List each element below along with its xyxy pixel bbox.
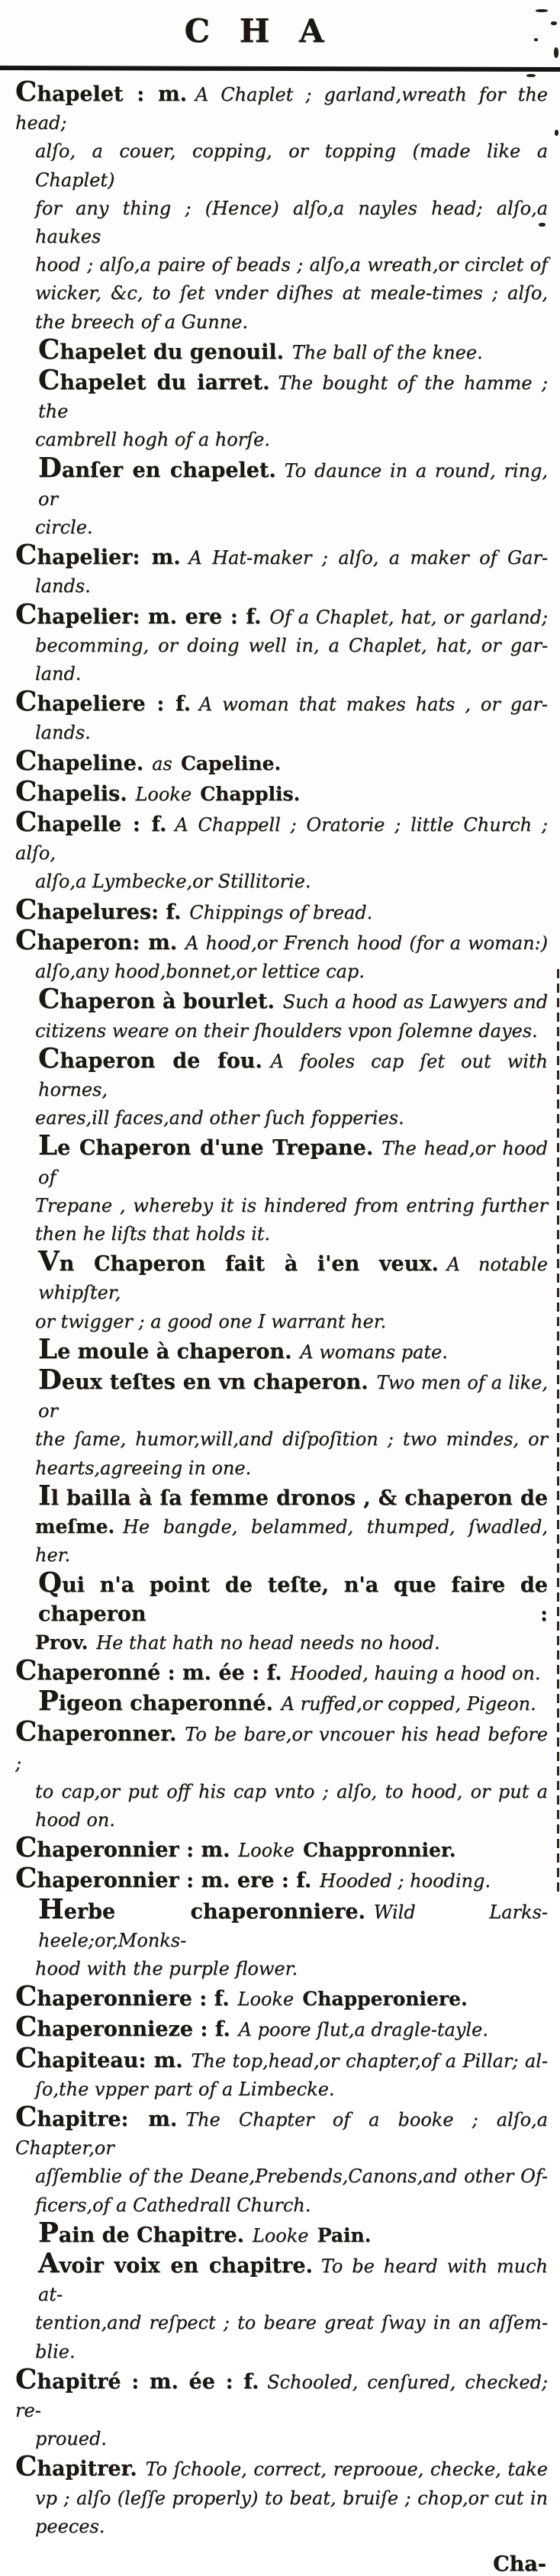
text-line [38, 1246, 560, 1308]
scan-speck [554, 47, 558, 58]
translation-text: He that hath no head needs no hood. [96, 1631, 440, 1653]
headword-text: Chapitrer. [15, 2451, 137, 2483]
headword-text: Chaperonnieze : f. [15, 2011, 230, 2043]
text-line [38, 2248, 560, 2310]
text-line [35, 1105, 560, 1133]
translation-text: To be bare,or vncouer his head before ; [15, 1724, 548, 1774]
translation-text: hearts,agreeing in one. [35, 1457, 252, 1479]
text-line [35, 1309, 560, 1337]
translation-text: becomming, or doing well in, a Chaplet, hat, or gar- [35, 634, 548, 656]
text-line [35, 2426, 560, 2454]
text-line [38, 1686, 560, 1719]
text-line [38, 984, 560, 1017]
scan-speck [534, 38, 538, 41]
text-line [38, 1567, 560, 1629]
translation-text: Hooded ; hooding. [320, 1870, 491, 1892]
text-line [38, 1480, 560, 1514]
roman-text: Pain. [317, 2223, 372, 2246]
text-line [35, 2485, 560, 2513]
headword-text: Chaperon de fou. [38, 1042, 262, 1074]
text-line [35, 1630, 560, 1658]
translation-text: proued. [35, 2428, 107, 2450]
text-line [35, 1542, 560, 1570]
text-line [15, 1716, 560, 1778]
scan-speck [526, 74, 536, 77]
text-line [35, 661, 560, 689]
scan-speck [555, 130, 558, 136]
translation-text: eares,ill faces,and other ſuch fopperies. [35, 1107, 404, 1129]
text-line [15, 2363, 560, 2426]
headword-text: Chapelis. [15, 775, 127, 807]
catchword: Cha- [493, 2552, 546, 2576]
text-line [38, 1333, 560, 1367]
headword-text: Pigeon chaperonné. [38, 1686, 273, 1718]
text-line [35, 514, 560, 543]
translation-text: hood with the purple flower. [35, 1958, 298, 1979]
headword-text: Vn Chaperon fait à i'en veux. [38, 1246, 439, 1278]
headword-text: Chaperon: m. [15, 924, 178, 956]
page-header-letters: C H A [184, 12, 333, 50]
text-line [15, 2101, 560, 2163]
text-line [35, 2163, 560, 2191]
headword-text: Chapeline. [15, 745, 144, 777]
text-line [15, 2042, 560, 2076]
text-line [35, 2310, 560, 2338]
text-line [15, 598, 560, 633]
page-edge-line [557, 969, 559, 1896]
headword-text: Pain de Chapitre. [38, 2217, 245, 2249]
translation-text: The head,or hood of [38, 1138, 548, 1188]
translation-text: her. [35, 1544, 71, 1567]
translation-text: Wild Larks-heele;or,Monks- [38, 1901, 548, 1951]
text-line [38, 1893, 560, 1956]
translation-text: He bangde, belammed, thumped, ſwadled, [122, 1515, 548, 1538]
translation-text: Looke [135, 783, 192, 805]
text-line [15, 539, 560, 573]
headword-text: Chaperon à bourlet. [38, 984, 275, 1016]
translation-text: tention,and reſpect ; to beare great ſway in an aſſem- [35, 2312, 548, 2334]
translation-text: Looke [252, 2224, 309, 2246]
text-line [15, 807, 560, 868]
translation-text: A notable whipſter, [38, 1254, 549, 1304]
text-line [35, 1956, 560, 1984]
text-line [38, 333, 560, 368]
translation-text: Hooded, hauing a hood on. [290, 1662, 541, 1684]
text-line [35, 138, 560, 195]
text-line [35, 1221, 560, 1249]
headword-text: Chapelier: m. [15, 539, 181, 572]
translation-text: To daunce in a round, ring, or [38, 459, 548, 510]
text-line [15, 2011, 560, 2045]
translation-text: cambrell hogh of a horſe. [35, 429, 270, 451]
translation-text: then he liſts that holds it. [35, 1222, 271, 1245]
text-line [35, 1193, 560, 1221]
headword-text: Qui n'a point de teſte, n'a que faire de chaperon : [38, 1567, 548, 1626]
text-line [15, 1863, 560, 1896]
text-line [38, 365, 560, 427]
text-line [35, 2192, 560, 2220]
translation-text: lands. [35, 575, 91, 597]
headword-text: Chapitre: m. [15, 2101, 178, 2133]
text-line [38, 1130, 560, 1192]
translation-text: Two men of a like, or [38, 1371, 548, 1422]
text-line [35, 2339, 560, 2367]
translation-text: aſſemblie of the Deane,Prebends,Canons,and other Of- [35, 2165, 548, 2188]
headword-text: Chapiteau: m. [15, 2042, 183, 2074]
translation-text: A woman that makes hats , or gar- [198, 694, 548, 716]
text-line [35, 252, 560, 280]
text-line [38, 1364, 560, 1426]
translation-text: A Chappell ; Oratorie ; little Church ; alſo, [15, 814, 548, 865]
text-line [38, 1042, 560, 1105]
translation-text: The top,head,or chapter,of a Pillar; al- [191, 2050, 548, 2072]
roman-text: Capeline. [180, 752, 282, 774]
translation-text: or twigger ; a good one I warrant her. [35, 1310, 387, 1332]
headword-text: Chapelures: f. [15, 894, 182, 926]
text-line [35, 2076, 560, 2104]
text-line [15, 775, 560, 810]
roman-text: meſme. [35, 1515, 115, 1538]
translation-text: Trepane , whereby it is hindered from entring further [35, 1194, 548, 1216]
translation-text: Looke [237, 1988, 294, 2011]
entries-text-block [0, 76, 560, 2576]
text-line [35, 427, 560, 455]
text-line [35, 958, 560, 987]
translation-text: to cap,or put off his cap vnto ; alſo, to hood, or put a [35, 1780, 548, 1802]
translation-text: Such a hood as Lawyers and [282, 991, 549, 1013]
translation-text: hood ; alſo,a paire of beads ; alſo,a wreath,or circlet of [35, 254, 548, 276]
headword-text: Il bailla à ſa femme dronos , & chaperon de [38, 1480, 548, 1512]
translation-text: To be heard with much at- [38, 2256, 548, 2306]
text-line [35, 1514, 560, 1542]
headword-text: Avoir voix en chapitre. [38, 2248, 313, 2280]
text-line [35, 1807, 560, 1835]
text-line [35, 1018, 560, 1046]
translation-text: alſo,a Lymbecke,or Stillitorie. [35, 871, 311, 893]
text-line [15, 76, 560, 138]
headword-text: Chaperonniere : f. [15, 1981, 230, 2013]
headword-text: Chaperonnier : m. ere : f. [15, 1863, 312, 1895]
headword-text: Chaperonner. [15, 1716, 177, 1748]
roman-text: Chapperoniere. [302, 1988, 468, 2011]
translation-text: land. [35, 663, 82, 685]
text-line [35, 1455, 560, 1483]
text-line [35, 280, 560, 308]
headword-text: Chapelier: m. ere : f. [15, 598, 262, 630]
text-line [15, 1654, 560, 1689]
headword-text: Le moule à chaperon. [38, 1333, 292, 1365]
scan-speck [539, 223, 546, 227]
translation-text: for any thing ; (Hence) alſo,a nayles head; alſo,a haukes [35, 197, 548, 248]
text-line [35, 309, 560, 337]
headword-text: Chapelet du genouil. [38, 333, 284, 365]
translation-text: hood on. [35, 1808, 115, 1831]
text-line [35, 1779, 560, 1807]
translation-text: circle. [35, 517, 93, 539]
headword-text: Chapelet : m. [15, 76, 188, 108]
translation-text: The bought of the hamme ; the [38, 372, 548, 423]
header-rule [0, 66, 560, 72]
text-line [15, 686, 560, 720]
text-line [35, 868, 560, 897]
text-line [15, 2451, 560, 2484]
text-line [35, 633, 560, 661]
translation-text: Looke [238, 1840, 294, 1862]
translation-text: The ball of the knee. [291, 341, 483, 363]
roman-text: Chappronnier. [303, 1839, 456, 1862]
translation-text: Schooled, cenſured, checked; re- [15, 2371, 548, 2422]
translation-text: alſo,any hood,bonnet,or lettice cap. [35, 961, 365, 983]
roman-text: Prov. [35, 1631, 89, 1653]
text-line [35, 720, 560, 748]
translation-text: A womans pate. [300, 1341, 448, 1363]
text-line [35, 1426, 560, 1454]
translation-text: Of a Chaplet, hat, or garland; [269, 606, 548, 628]
text-line [15, 1981, 560, 2014]
text-line [35, 573, 560, 601]
scan-speck [551, 21, 557, 25]
translation-text: as [152, 752, 172, 774]
translation-text: the breech of a Gunne. [35, 311, 248, 333]
translation-text: lands. [35, 722, 91, 744]
headword-text: Herbe chaperonniere. [38, 1893, 365, 1925]
text-line [35, 195, 560, 252]
translation-text: vp ; alſo (leſſe properly) to beat, bruiſe ; chop,or cut in [35, 2487, 548, 2509]
translation-text: A poore ſlut,a dragle-tayle. [238, 2019, 488, 2041]
translation-text: alſo, a couer, copping, or topping (made like a Chaplet) [35, 140, 548, 191]
text-line [35, 2513, 560, 2542]
headword-text: Chapeliere : f. [15, 686, 191, 718]
translation-text: ficers,of a Cathedrall Church. [35, 2194, 311, 2216]
headword-text: Chapelet du iarret. [38, 365, 270, 397]
roman-text: Chapplis. [200, 782, 301, 805]
text-line [38, 452, 560, 514]
translation-text: To ſchoole, correct, reprooue, checke, take [145, 2458, 548, 2481]
translation-text: The Chapter of a booke ; alſo,a Chapter,or [15, 2109, 548, 2159]
text-line [15, 745, 560, 779]
headword-text: Danſer en chapelet. [38, 452, 276, 484]
translation-text: ſo,the vpper part of a Limbecke. [35, 2078, 335, 2100]
translation-text: Chippings of bread. [189, 901, 373, 923]
translation-text: peeces. [35, 2515, 105, 2537]
translation-text: A ruffed,or copped, Pigeon. [281, 1693, 536, 1715]
text-line [15, 1832, 560, 1866]
translation-text: the ſame, humor,will,and diſpoſition ; two mindes, or [35, 1428, 548, 1451]
headword-text: Chapitré : m. ée : f. [15, 2363, 259, 2395]
headword-text: Le Chaperon d'une Trepane. [38, 1130, 374, 1162]
text-line [15, 924, 560, 958]
translation-text: A hood,or French hood (for a woman:) [185, 932, 549, 954]
headword-text: Chaperonnier : m. [15, 1832, 230, 1864]
translation-text: A Hat-maker ; alſo, a maker of Gar- [188, 547, 548, 569]
headword-text: Chapelle : f. [15, 807, 167, 839]
headword-text: Chaperonné : m. ée : f. [15, 1654, 282, 1686]
translation-text: blie. [35, 2340, 76, 2362]
headword-text: Deux teſtes en vn chaperon. [38, 1364, 369, 1396]
translation-text: wicker, &c, to ſet vnder diſhes at meale-times ; alſo, [35, 282, 548, 304]
scan-speck [536, 9, 548, 12]
text-line [15, 894, 560, 928]
translation-text: citizens weare on their ſhoulders vpon ſolemne dayes. [35, 1019, 538, 1042]
translation-text: A fooles cap ſet out with hornes, [38, 1050, 548, 1100]
text-line [38, 2217, 560, 2251]
translation-text: A Chaplet ; garland,wreath for the head; [15, 84, 548, 134]
